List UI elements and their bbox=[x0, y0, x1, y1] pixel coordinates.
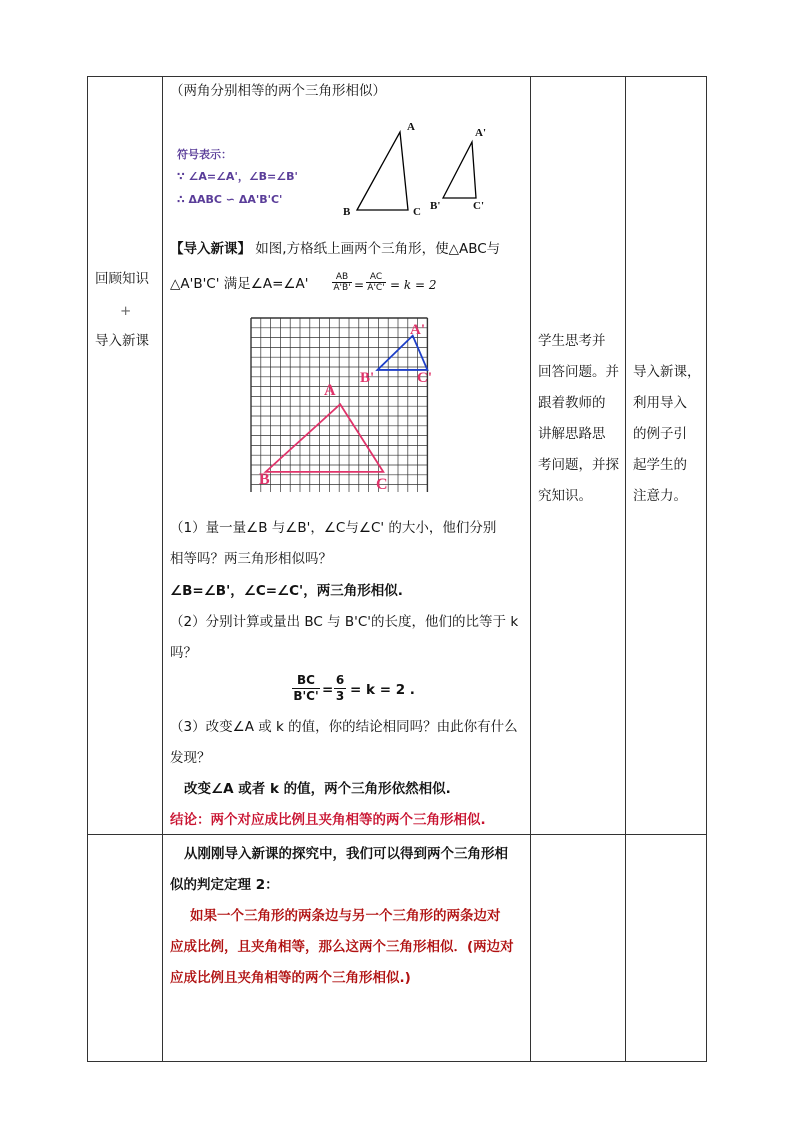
theorem-intro-line-1: 从刚刚导入新课的探究中，我们可以得到两个三角形相 bbox=[184, 846, 508, 862]
question-2-line-b: 吗？ bbox=[170, 645, 197, 661]
grid-label-a2: A' bbox=[410, 322, 425, 338]
question-1-line-b: 相等吗？两三角形相似吗？ bbox=[170, 551, 332, 567]
table-col-line-3 bbox=[625, 76, 626, 1062]
intro-tag: 【导入新课】 bbox=[170, 241, 251, 257]
col4-line-4: 注意力。 bbox=[633, 488, 687, 504]
col4-line-2: 的例子引 bbox=[633, 426, 687, 442]
col4-line-0: 导入新课， bbox=[633, 364, 701, 380]
col4-line-3: 起学生的 bbox=[633, 457, 687, 473]
theorem-line-2: 应成比例，且夹角相等，那么这两个三角形相似．(两边对 bbox=[170, 939, 514, 955]
a2-equals: = bbox=[322, 682, 334, 698]
frac1-numerator: AB bbox=[335, 272, 349, 282]
answer-2-fraction-mid bbox=[334, 673, 346, 704]
table-row-divider bbox=[87, 834, 707, 835]
grid-label-b: B bbox=[259, 471, 270, 488]
triangle-a2b2c2-grid bbox=[377, 336, 427, 370]
a2-denominator: B'C' bbox=[293, 689, 319, 703]
tri-label-c2: C' bbox=[473, 200, 484, 212]
symbol-line-2: ∴ ΔABC ∽ ΔA'B'C' bbox=[177, 193, 283, 206]
frac-equals: = bbox=[354, 278, 365, 292]
a2-numerator: BC bbox=[297, 673, 315, 687]
tri-label-b2: B' bbox=[430, 200, 441, 212]
intro-fraction-1 bbox=[332, 272, 352, 293]
grid-figure bbox=[240, 312, 440, 492]
table-col-line-2 bbox=[530, 76, 531, 1062]
a2-mid-numerator: 6 bbox=[335, 673, 345, 687]
design-intent-column bbox=[633, 357, 703, 512]
intro-line-1 bbox=[170, 240, 500, 258]
grid-label-c: C bbox=[376, 476, 388, 493]
recap-line: （两角分别相等的两个三角形相似） bbox=[170, 83, 386, 99]
a2-tail: = k = 2 . bbox=[350, 682, 415, 698]
col3-line-0: 学生思考并 bbox=[538, 333, 606, 349]
tri-label-b: B bbox=[343, 206, 351, 218]
col4-line-1: 利用导入 bbox=[633, 395, 687, 411]
theorem-line-3: 应成比例且夹角相等的两个三角形相似.) bbox=[170, 970, 411, 986]
grid-label-a: A bbox=[324, 382, 336, 399]
intro-text-2a: △A'B'C' 满足∠A=∠A' bbox=[170, 276, 309, 292]
intro-text: 如图,方格纸上画两个三角形，使△ABC与 bbox=[255, 241, 501, 257]
intro-line-2 bbox=[170, 275, 308, 293]
symbol-line-1: ∵ ∠A=∠A'，∠B=∠B' bbox=[177, 170, 298, 183]
col3-line-2: 跟着教师的 bbox=[538, 395, 606, 411]
left-label-plus: + bbox=[120, 303, 132, 319]
frac-tail: = k = 2 bbox=[390, 278, 437, 292]
intro-fraction-2 bbox=[366, 272, 386, 293]
left-label-review: 回顾知识 bbox=[95, 271, 149, 287]
table-col-line-1 bbox=[162, 76, 163, 1062]
a2-mid-denominator: 3 bbox=[335, 689, 345, 703]
col3-line-4: 考问题，并探 bbox=[538, 457, 619, 473]
frac2-denominator: A'C' bbox=[367, 283, 385, 293]
left-label-intro: 导入新课 bbox=[95, 333, 149, 349]
table-bottom-border bbox=[87, 1061, 707, 1062]
triangle-a2b2c2 bbox=[443, 142, 476, 198]
theorem-line-1: 如果一个三角形的两条边与另一个三角形的两条边对 bbox=[190, 908, 501, 924]
triangle-abc bbox=[357, 132, 408, 210]
col3-line-3: 讲解思路思 bbox=[538, 426, 606, 442]
theorem-intro-line-2: 似的判定定理 2： bbox=[170, 877, 279, 893]
question-3-line-b: 发现？ bbox=[170, 750, 211, 766]
triangle-abc-grid bbox=[266, 404, 384, 472]
answer-1: ∠B=∠B'，∠C=∠C'，两三角形相似. bbox=[170, 583, 403, 599]
tri-label-c: C bbox=[413, 206, 421, 218]
answer-2-fraction-left bbox=[292, 673, 320, 704]
frac2-numerator: AC bbox=[369, 272, 383, 282]
col3-line-1: 回答问题。并 bbox=[538, 364, 619, 380]
grid-label-b2: B' bbox=[360, 370, 375, 386]
symbol-title: 符号表示： bbox=[177, 148, 232, 161]
question-1-line-a: （1）量一量∠B 与∠B'，∠C与∠C' 的大小，他们分别 bbox=[170, 520, 497, 536]
table-col-line-4 bbox=[706, 76, 707, 1062]
tri-label-a: A bbox=[407, 121, 415, 133]
col3-line-5: 究知识。 bbox=[538, 488, 592, 504]
frac1-denominator: A'B' bbox=[333, 283, 351, 293]
student-activity-column bbox=[538, 326, 622, 512]
tri-label-a2: A' bbox=[475, 127, 486, 139]
table-top-border bbox=[87, 76, 707, 77]
question-3-line-a: （3）改变∠A 或 k 的值，你的结论相同吗？由此你有什么 bbox=[170, 719, 518, 735]
answer-3: 改变∠A 或者 k 的值，两个三角形依然相似. bbox=[184, 781, 451, 797]
grid-label-c2: C' bbox=[417, 370, 432, 386]
table-col-line-0 bbox=[87, 76, 88, 1062]
question-2-line-a: （2）分别计算或量出 BC 与 B'C'的长度，他们的比等于 k bbox=[170, 614, 519, 630]
conclusion: 结论：两个对应成比例且夹角相等的两个三角形相似. bbox=[170, 812, 486, 828]
